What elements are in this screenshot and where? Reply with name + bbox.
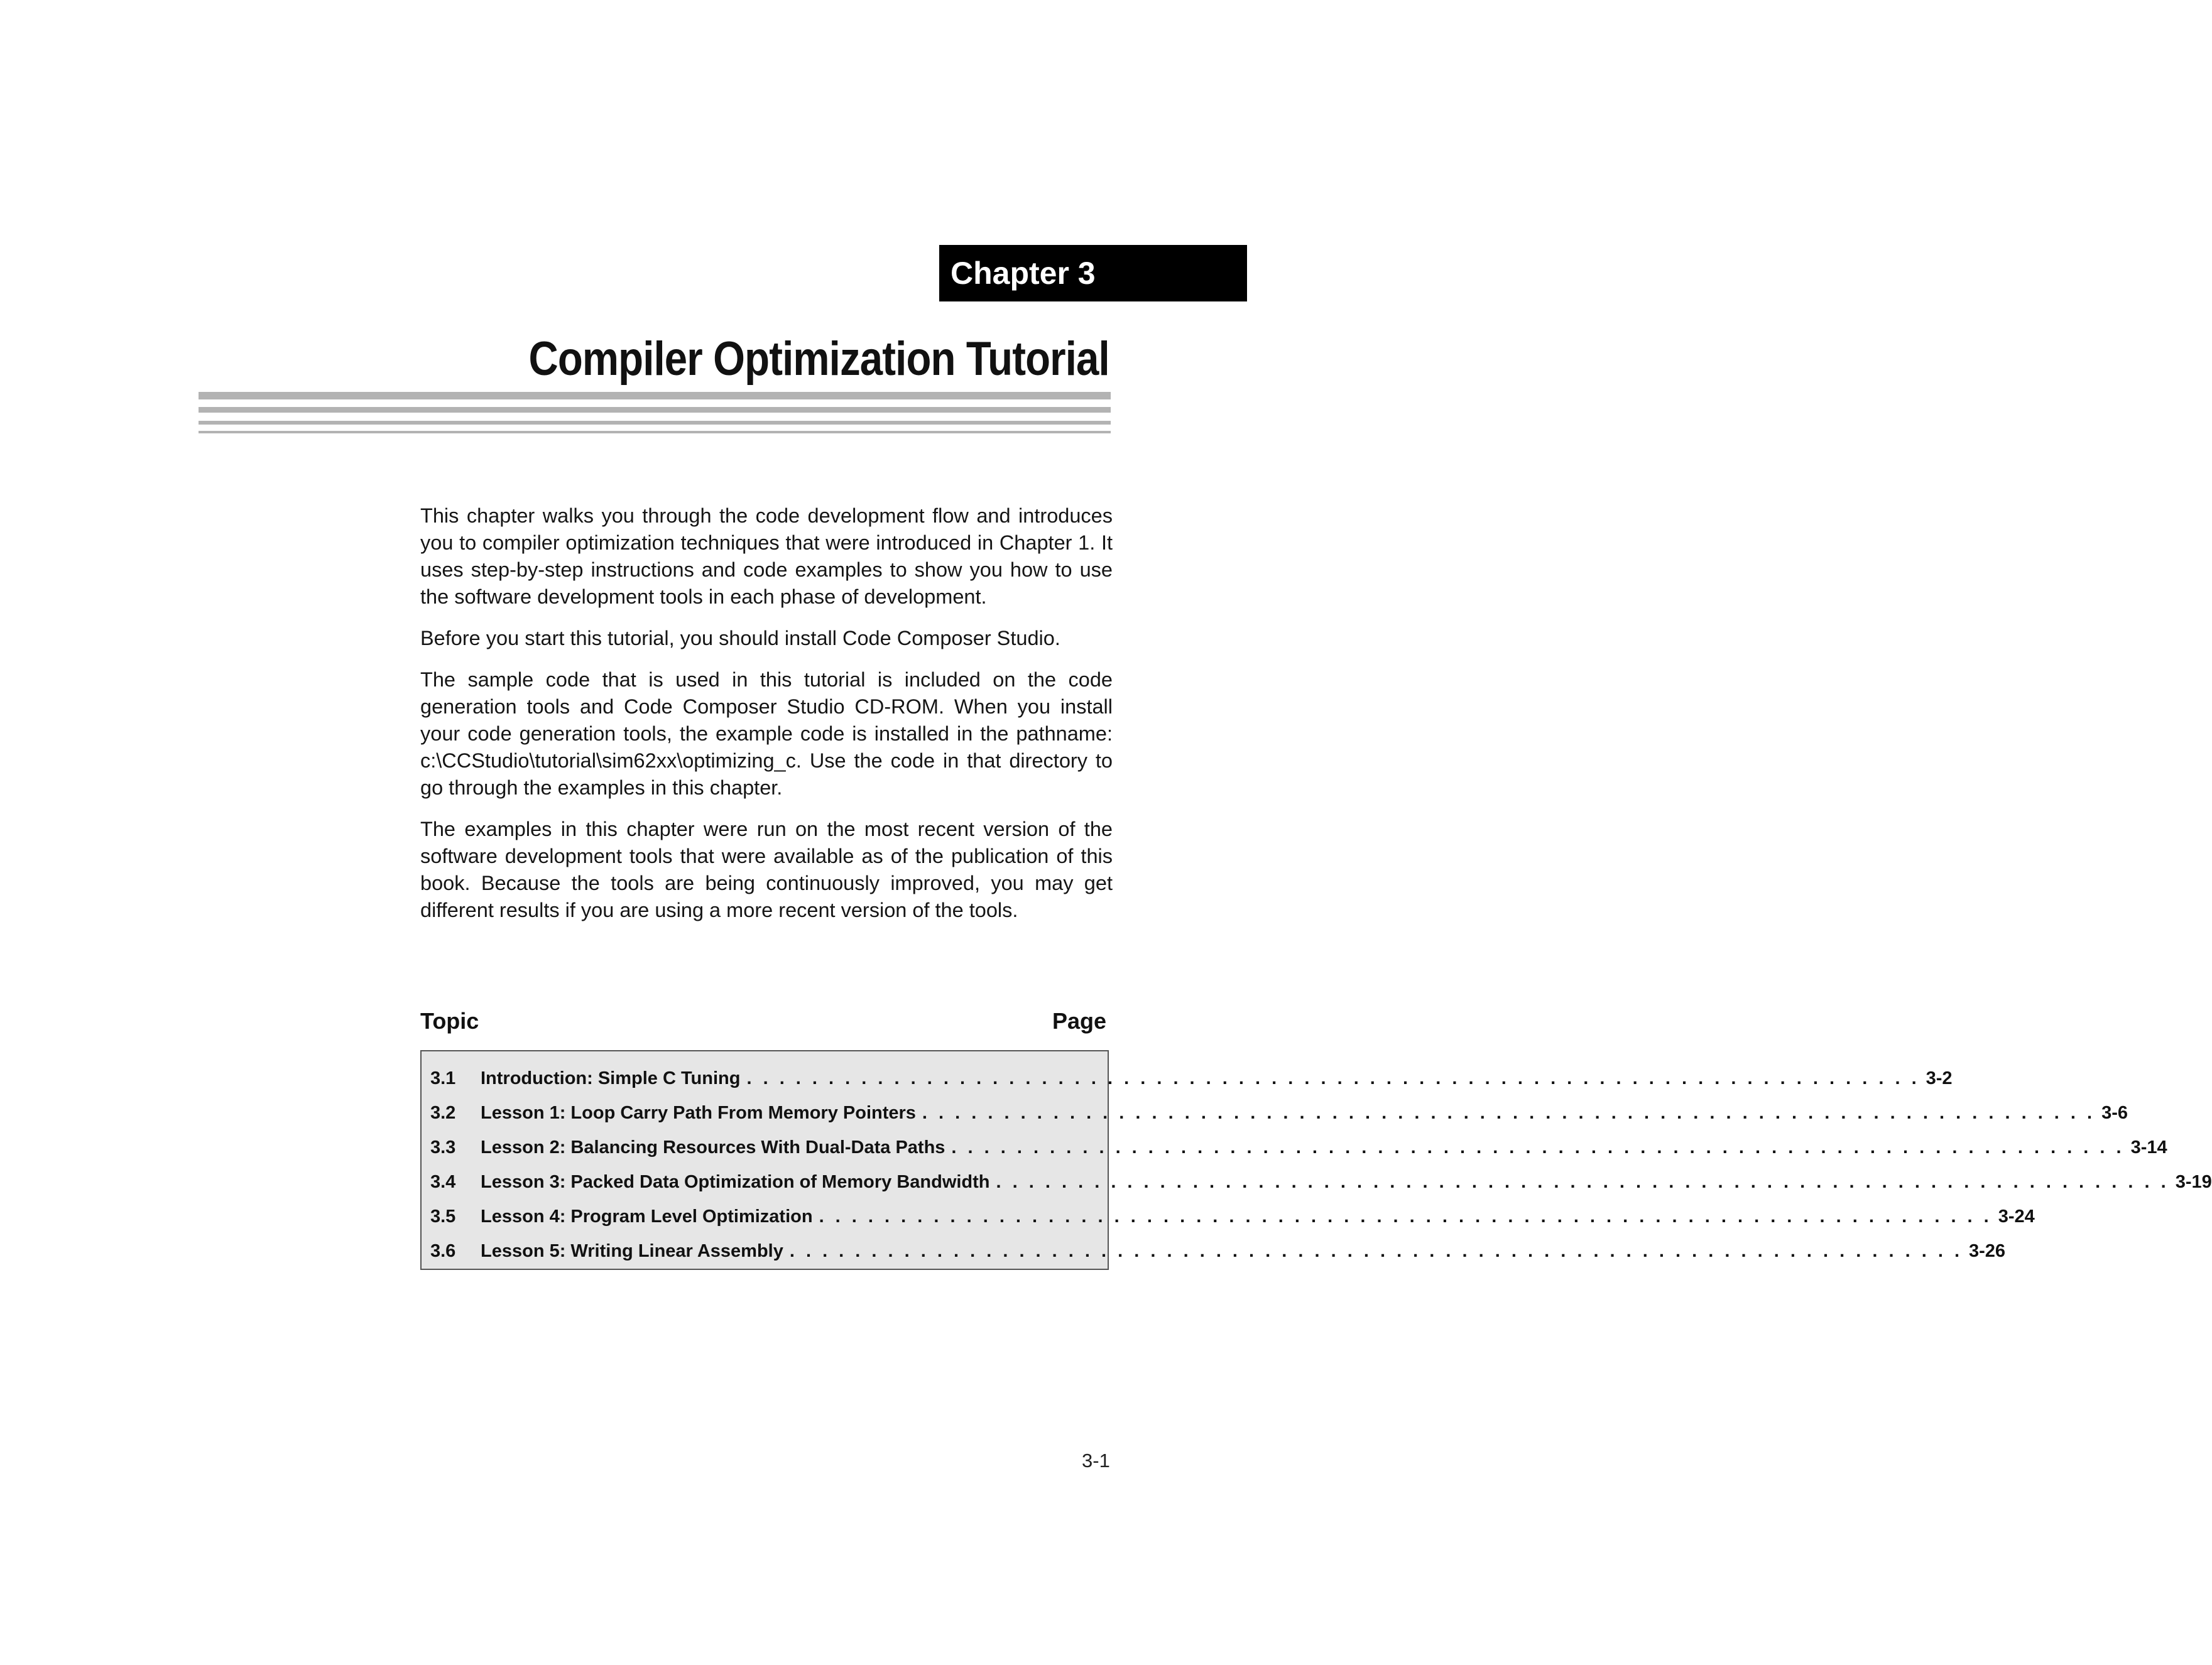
toc-entry[interactable] <box>430 1165 2212 1200</box>
toc-entry[interactable] <box>430 1061 1953 1096</box>
toc-header <box>420 1008 1106 1034</box>
toc-entry-page: 3-6 <box>2101 1103 2128 1123</box>
title-rule-3 <box>199 421 1111 425</box>
chapter-label-tab <box>939 245 1247 301</box>
chapter-label: Chapter 3 <box>951 256 1096 291</box>
toc-leader-dots: . . . . . . . . . . . . . . . . . . . . . . . . . . . . . . . . . . . . . . . . . . . . . . . . . . . . . . . . . . . . . . . . . . . . . . . . <box>746 1068 1920 1088</box>
toc-entry-title: Introduction: Simple C Tuning <box>481 1068 741 1088</box>
toc-leader-dots: . . . . . . . . . . . . . . . . . . . . . . . . . . . . . . . . . . . . . . . . . . . . . . . . . . . . . . . . . . . . . . . . . . . . . . . . <box>789 1241 1963 1261</box>
toc-leader-dots: . . . . . . . . . . . . . . . . . . . . . . . . . . . . . . . . . . . . . . . . . . . . . . . . . . . . . . . . . . . . . . . . . . . . . . . . <box>951 1137 2125 1158</box>
title-rule-4 <box>199 431 1111 433</box>
toc-entry-page: 3-14 <box>2130 1137 2167 1158</box>
intro-paragraph-1: This chapter walks you through the code development flow and introduces you to compiler optimization techniques that were introduced in Chapter 1. It uses step-by-step instructions and code examples to show you how to use the software development tools in each phase of development. <box>420 504 1113 608</box>
toc-entry-number: 3.5 <box>430 1207 456 1227</box>
toc-entry[interactable] <box>430 1096 2128 1131</box>
toc-entry-title: Lesson 3: Packed Data Optimization of Memory Bandwidth <box>481 1172 990 1192</box>
toc-entry[interactable] <box>430 1131 2167 1165</box>
toc-entry-number: 3.3 <box>430 1137 456 1158</box>
toc-entry-page: 3-19 <box>2175 1172 2212 1192</box>
title-rule-2 <box>199 407 1111 413</box>
toc-entry-title: Lesson 4: Program Level Optimization <box>481 1207 813 1227</box>
toc-entry-title: Lesson 2: Balancing Resources With Dual-Data Paths <box>481 1137 945 1158</box>
title-rule-1 <box>199 392 1111 399</box>
toc-entry-title: Lesson 5: Writing Linear Assembly <box>481 1241 783 1261</box>
toc-entry[interactable] <box>430 1200 2035 1234</box>
intro-text <box>420 502 1113 938</box>
toc-topic-label: Topic <box>420 1008 479 1034</box>
chapter-title: Compiler Optimization Tutorial <box>528 332 1109 386</box>
toc-entry-number: 3.6 <box>430 1241 456 1261</box>
toc-entry-title: Lesson 1: Loop Carry Path From Memory Pointers <box>481 1103 916 1123</box>
toc-leader-dots: . . . . . . . . . . . . . . . . . . . . . . . . . . . . . . . . . . . . . . . . . . . . . . . . . . . . . . . . . . . . . . . . . . . . . . . . <box>922 1103 2096 1123</box>
table-of-contents <box>420 1050 2212 1270</box>
intro-paragraph-4: The examples in this chapter were run on the most recent version of the software development tools that were available as of the publication of this book. Because the tools are being continuously improved, you may get different results if you are using a more recent version of the tools. <box>420 818 1113 921</box>
toc-page-label: Page <box>1052 1008 1106 1034</box>
toc-entry-number: 3.2 <box>430 1103 456 1123</box>
page-number: 3-1 <box>1082 1450 1110 1472</box>
toc-entry-page: 3-24 <box>1998 1207 2035 1227</box>
toc-leader-dots: . . . . . . . . . . . . . . . . . . . . . . . . . . . . . . . . . . . . . . . . . . . . . . . . . . . . . . . . . . . . . . . . . . . . . . . . <box>819 1207 1992 1227</box>
intro-paragraph-3: The sample code that is used in this tutorial is included on the code generation tools and Code Composer Studio CD-ROM. When you install your code generation tools, the example code is installed in the pathname: c:\CCStudio\tutorial\sim62xx\optimizing_c. Use the code in that directory to go through the examples in this chapter. <box>420 668 1113 799</box>
toc-entry-page: 3-26 <box>1969 1241 2006 1261</box>
toc-entry[interactable] <box>430 1234 2006 1269</box>
toc-leader-dots: . . . . . . . . . . . . . . . . . . . . . . . . . . . . . . . . . . . . . . . . . . . . . . . . . . . . . . . . . . . . . . . . . . . . . . . . <box>996 1172 2169 1192</box>
toc-entry-number: 3.4 <box>430 1172 456 1192</box>
intro-paragraph-2: Before you start this tutorial, you should install Code Composer Studio. <box>420 627 1060 649</box>
toc-entry-page: 3-2 <box>1926 1068 1953 1088</box>
toc-entry-number: 3.1 <box>430 1068 456 1088</box>
